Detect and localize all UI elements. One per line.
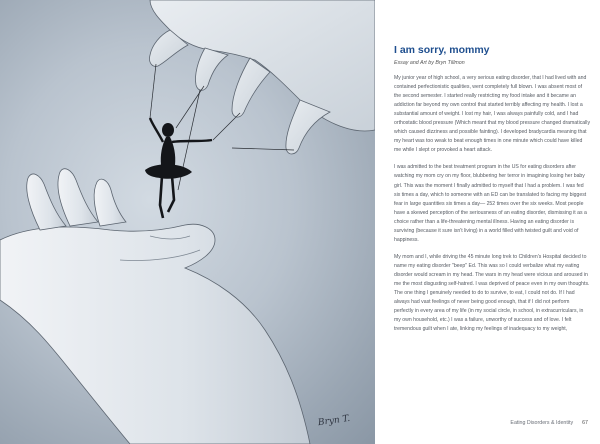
open-hand (0, 169, 310, 444)
artist-signature: Bryn T. (317, 413, 351, 429)
paragraph: My junior year of high school, a very serious eating disorder, that I had lived with and contained perfectionistic qualities, went completely full blown. I was absent most of the second semester. I started really restricting my food intake and it became an addiction far beyond my own control that started terribly affecting my health. I lost a substantial amount of weight. I lost my hair, I was always painfully cold, and I had orthostatic blood pressure (Which meant that my blood pressure changed dramatically which caused dizziness and possible fainting). I developed bradycardia meaning that my heart was too weak to beat enough times in one minute which could have killed me while I slept or provoked a heart attack. (394, 75, 591, 154)
footer-section-label: Eating Disorders & Identity (510, 420, 574, 426)
text-page (375, 0, 600, 444)
article-byline: Essay and Art by Bryn Tillmon (394, 60, 465, 66)
page-number: 67 (582, 420, 588, 426)
ballerina-silhouette (145, 118, 212, 218)
puppeteer-hand (149, 0, 375, 154)
page-footer (510, 420, 588, 426)
paragraph: My mom and I, while driving the 45 minute long trek to Children's Hospital decided to name my eating disorder "beep" Ed. This was so I could verbalize what my eating disorder would scream in my head. The wars in my head were vicious and aroused in me the most disgusting self-hatred. I was deprived of peace even in my own thoughts. The one thing I genuinely needed to do to survive, to eat, I could not do. If I had always had vast feelings of never being good enough, that if I did not perform perfectly in every area of my life (in my social circle, in school, in extracurriculars, in my own household, etc.) I was a failure, unworthy of success and of love. I felt tremendous guilt when I ate, linking my feelings of inadequacy to my weight, (394, 253, 590, 333)
article-title: I am sorry, mommy (394, 44, 490, 56)
paragraph: I was admitted to the best treatment program in the US for eating disorders after watching my mom cry on my floor, blubbering her terror in imagining losing her baby girl. This was the moment I finally admitted to myself that I had a problem. I was fed six times a day, which to someone with an ED can be translated to facing my biggest fear in large quantities six times a day— 252 times over the six weeks. Most people have a skewed perception of the seriousness of an eating disorder, dismissing it as a choice rather than a life-threatening mental illness. Having an eating disorder is surviving (because it sure isn't living) in a world filled with twisted guilt and void of happiness. (394, 164, 587, 243)
article-body (394, 74, 590, 342)
